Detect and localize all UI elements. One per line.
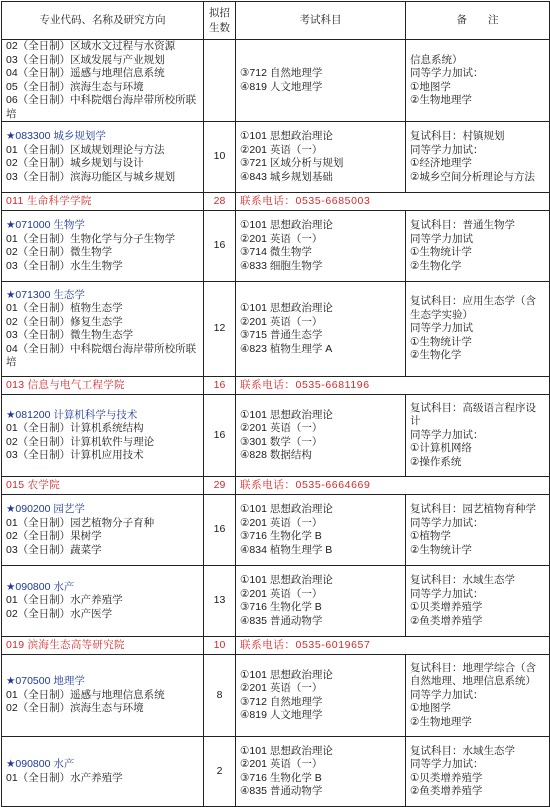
exam-subject: ③301 数学（一） — [240, 435, 323, 448]
exam-subject: ②201 英语（一） — [240, 143, 323, 156]
exam-cell — [236, 40, 406, 122]
remark-cell — [406, 566, 550, 637]
research-direction: 03（全日制）水生生物学 — [6, 259, 123, 272]
exam-subject: ③716 生物化学 B — [240, 530, 322, 542]
header-exam: 考试科目 — [236, 2, 406, 40]
remark-line: ②鱼类增养殖学 — [410, 614, 483, 627]
remark-line: ①经济地理学 — [410, 157, 472, 169]
major-cell — [2, 566, 204, 637]
exam-subject: ②201 英语（一） — [240, 232, 323, 245]
exam-cell — [236, 282, 406, 377]
remark-line: 同等学力加试： — [410, 143, 484, 156]
exam-subject: ④835 普通动物学 — [240, 785, 323, 797]
remark-line: 同等学力加试 — [410, 232, 473, 245]
exam-subject: ②201 英语（一） — [240, 587, 323, 600]
header-remark: 备 注 — [406, 2, 550, 40]
major-cell — [2, 395, 204, 477]
research-direction: 02（全日制）果树学 — [6, 530, 102, 542]
quota-cell: 10 — [204, 122, 236, 193]
major-cell — [2, 40, 204, 122]
research-direction: 02（全日制）水产医学 — [6, 607, 113, 620]
exam-subject: ②201 英语（一） — [240, 315, 323, 328]
quota-cell: 12 — [204, 282, 236, 377]
major-row — [2, 395, 550, 477]
research-direction: 06（全日制）中科院烟台海岸带所校所联培 — [6, 94, 197, 120]
college-name: 011 生命科学学院 — [2, 193, 204, 211]
remark-line: ①贝类增养殖学 — [410, 601, 483, 613]
remark-cell — [406, 211, 550, 282]
research-direction: 01（全日制）计算机系统结构 — [6, 422, 144, 434]
exam-subject: ④833 细胞生物学 — [240, 259, 323, 272]
table-header-row — [2, 2, 550, 40]
exam-subject: ②201 英语（一） — [240, 422, 323, 434]
exam-subject: ③712 自然地理学 — [240, 695, 323, 708]
remark-line: ②操作系统 — [410, 455, 462, 468]
major-cell — [2, 495, 204, 566]
remark-line: 同等学力加试： — [410, 758, 484, 770]
exam-subject: ③721 区域分析与规划 — [240, 157, 344, 169]
major-row — [2, 282, 550, 377]
quota-cell — [204, 40, 236, 122]
major-cell — [2, 655, 204, 737]
quota-cell: 8 — [204, 655, 236, 737]
remark-line: 复试科目：地理学综合（含自然地理、地理信息系统） — [410, 661, 536, 688]
exam-subject: ④835 普通动物学 — [240, 614, 323, 627]
exam-subject: ①101 思想政治理论 — [240, 574, 333, 586]
remark-line: 同等学力加试： — [410, 516, 484, 529]
research-direction: 05（全日制）滨海生态与环境 — [6, 80, 144, 93]
research-direction: 01（全日制）植物生态学 — [6, 302, 123, 314]
quota-cell: 16 — [204, 395, 236, 477]
exam-subject: ③712 自然地理学 — [240, 67, 323, 79]
research-direction: 04（全日制）中科院烟台海岸带所校所联培 — [6, 342, 197, 368]
exam-cell — [236, 395, 406, 477]
major-title: ★081200 计算机科学与技术 — [6, 408, 138, 421]
remark-cell — [406, 655, 550, 737]
exam-subject: ①101 思想政治理论 — [240, 668, 333, 681]
exam-subject: ③716 生物化学 B — [240, 771, 322, 784]
research-direction: 01（全日制）区域规划理论与方法 — [6, 143, 165, 156]
college-name: 019 滨海生态高等研究院 — [2, 637, 204, 655]
research-direction: 03（全日制）蔬菜学 — [6, 543, 102, 556]
college-row — [2, 477, 550, 495]
major-title: ★083300 城乡规划学 — [6, 130, 106, 142]
header-major: 专业代码、名称及研究方向 — [2, 2, 204, 40]
college-row — [2, 377, 550, 395]
exam-subject: ③716 生物化学 B — [240, 601, 322, 613]
exam-subject: ①101 思想政治理论 — [240, 302, 333, 314]
remark-line: ①贝类增养殖学 — [410, 771, 483, 784]
exam-subject: ②201 英语（一） — [240, 758, 323, 770]
college-row — [2, 637, 550, 655]
major-row — [2, 655, 550, 737]
exam-subject: ③714 微生物学 — [240, 246, 312, 258]
remark-line: 复试科目：村镇规划 — [410, 130, 505, 142]
major-title: ★071000 生物学 — [6, 219, 85, 231]
remark-line: ②生物地理学 — [410, 715, 472, 728]
remark-cell — [406, 122, 550, 193]
college-quota: 16 — [204, 377, 236, 395]
remark-line: 复试科目：园艺植物育种学 — [410, 503, 536, 515]
exam-subject: ④828 数据结构 — [240, 449, 312, 461]
exam-cell — [236, 655, 406, 737]
college-quota: 28 — [204, 193, 236, 211]
college-quota: 29 — [204, 477, 236, 495]
major-row — [2, 737, 550, 807]
research-direction: 02（全日制）滨海生态与环境 — [6, 702, 144, 715]
remark-line: ①计算机网络 — [410, 442, 472, 455]
admissions-table — [1, 1, 550, 807]
remark-line: ①地图学 — [410, 702, 451, 715]
exam-subject: ④823 植物生理学 A — [240, 342, 333, 355]
major-cell — [2, 211, 204, 282]
exam-subject: ②201 英语（一） — [240, 516, 323, 529]
research-direction: 02（全日制）修复生态学 — [6, 315, 123, 328]
remark-line: ②鱼类增养殖学 — [410, 785, 483, 797]
remark-cell — [406, 282, 550, 377]
research-direction: 03（全日制）计算机应用技术 — [6, 449, 144, 461]
table-body — [2, 40, 550, 807]
remark-cell — [406, 395, 550, 477]
exam-subject: ①101 思想政治理论 — [240, 744, 333, 757]
exam-subject: ①101 思想政治理论 — [240, 130, 333, 142]
major-title: ★090200 园艺学 — [6, 503, 85, 515]
research-direction: 02（全日制）计算机软件与理论 — [6, 435, 155, 448]
remark-line: ②城乡空间分析理论与方法 — [410, 170, 535, 183]
college-phone: 联系电话：0535-6019657 — [236, 637, 550, 655]
research-direction: 01（全日制）园艺植物分子育种 — [6, 516, 155, 529]
remark-cell — [406, 495, 550, 566]
major-row — [2, 40, 550, 122]
research-direction: 01（全日制）水产养殖学 — [6, 771, 123, 784]
college-quota: 10 — [204, 637, 236, 655]
major-title: ★090800 水产 — [6, 758, 75, 770]
remark-line: ①生物统计学 — [410, 335, 472, 348]
exam-subject: ④843 城乡规划基础 — [240, 170, 333, 183]
exam-subject: ②201 英语（一） — [240, 682, 323, 694]
exam-subject: ①101 思想政治理论 — [240, 503, 333, 515]
remark-line: 复试科目：高级语言程序设计 — [410, 401, 536, 428]
research-direction: 03（全日制）区域发展与产业规划 — [6, 53, 165, 66]
college-name: 013 信息与电气工程学院 — [2, 377, 204, 395]
research-direction: 02（全日制）微生物学 — [6, 246, 113, 258]
college-phone: 联系电话：0535-6664669 — [236, 477, 550, 495]
quota-cell: 13 — [204, 566, 236, 637]
major-row — [2, 122, 550, 193]
remark-line: ②生物化学 — [410, 349, 462, 362]
research-direction: 01（全日制）遥感与地理信息系统 — [6, 688, 165, 701]
major-row — [2, 211, 550, 282]
college-phone: 联系电话：0535-6681196 — [236, 377, 550, 395]
major-row — [2, 495, 550, 566]
exam-subject: ④819 人文地理学 — [240, 80, 323, 93]
major-cell — [2, 122, 204, 193]
college-row — [2, 193, 550, 211]
remark-line: ①生物统计学 — [410, 246, 472, 258]
remark-line: 同等学力加试： — [410, 587, 484, 600]
research-direction: 02（全日制）城乡规划与设计 — [6, 157, 144, 169]
major-cell — [2, 737, 204, 807]
exam-cell — [236, 566, 406, 637]
exam-subject: ③715 普通生态学 — [240, 329, 323, 341]
research-direction: 02（全日制）区域水文过程与水资源 — [6, 40, 176, 52]
research-direction: 01（全日制）水产养殖学 — [6, 594, 123, 607]
quota-cell: 2 — [204, 737, 236, 807]
exam-subject: ④834 植物生理学 B — [240, 543, 333, 556]
major-cell — [2, 282, 204, 377]
exam-cell — [236, 737, 406, 807]
major-row — [2, 566, 550, 637]
research-direction: 04（全日制）遥感与地理信息系统 — [6, 67, 165, 79]
remark-line: 同等学力加试： — [410, 428, 484, 441]
remark-line: 复试科目：应用生态学（含生态学实验） — [410, 295, 536, 321]
remark-cell — [406, 737, 550, 807]
major-title: ★071300 生态学 — [6, 288, 85, 301]
remark-line: 信息系统） — [410, 53, 463, 66]
major-title: ★090800 水产 — [6, 580, 75, 593]
exam-subject: ①101 思想政治理论 — [240, 408, 333, 421]
remark-line: ②生物化学 — [410, 259, 462, 272]
remark-line: ①植物学 — [410, 530, 451, 542]
remark-line: 同等学力加试： — [410, 688, 484, 701]
remark-line: ②生物地理学 — [410, 94, 472, 106]
research-direction: 01（全日制）生物化学与分子生物学 — [6, 232, 176, 245]
remark-line: 复试科目：水域生态学 — [410, 744, 515, 757]
remark-line: ①地图学 — [410, 80, 451, 93]
exam-cell — [236, 495, 406, 566]
quota-cell: 16 — [204, 211, 236, 282]
exam-subject: ④819 人文地理学 — [240, 709, 323, 721]
remark-line: 同等学力加试 — [410, 322, 473, 335]
research-direction: 03（全日制）滨海功能区与城乡规划 — [6, 170, 176, 183]
exam-cell — [236, 211, 406, 282]
remark-line: 同等学力加试： — [410, 67, 484, 79]
remark-line: 复试科目：普通生物学 — [410, 219, 515, 231]
quota-cell: 16 — [204, 495, 236, 566]
major-title: ★070500 地理学 — [6, 675, 85, 688]
college-name: 015 农学院 — [2, 477, 204, 495]
header-quota: 拟招生数 — [204, 2, 236, 40]
remark-line: ②生物统计学 — [410, 543, 472, 556]
research-direction: 03（全日制）微生物生态学 — [6, 329, 134, 341]
remark-cell — [406, 40, 550, 122]
remark-line: 复试科目：水域生态学 — [410, 574, 515, 586]
exam-subject: ①101 思想政治理论 — [240, 219, 333, 231]
college-phone: 联系电话：0535-6685003 — [236, 193, 550, 211]
exam-cell — [236, 122, 406, 193]
